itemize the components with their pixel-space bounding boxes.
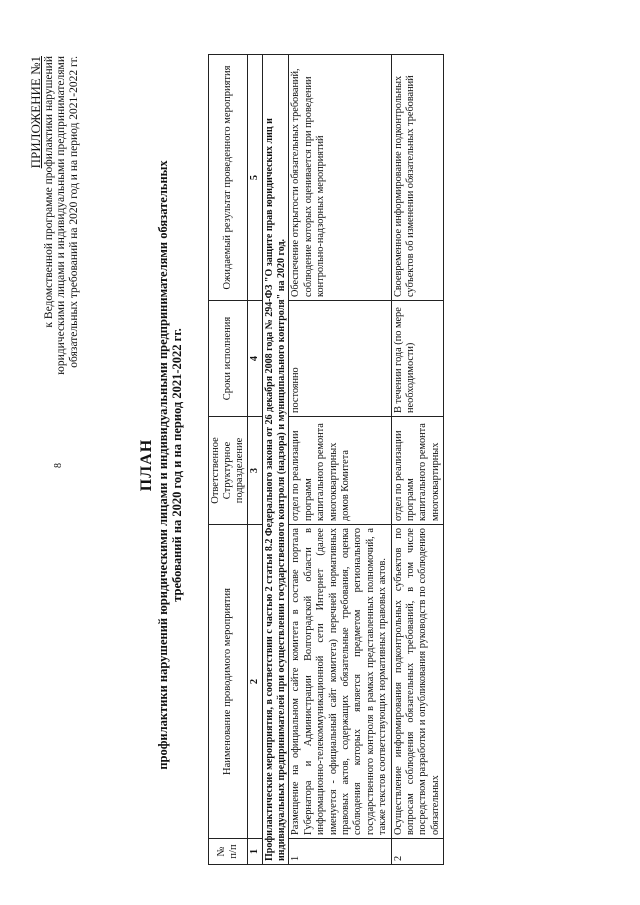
header-deadline: Сроки исполнения bbox=[209, 301, 248, 417]
table-row bbox=[391, 55, 444, 865]
header-name: Наименование проводимого мероприятия bbox=[209, 525, 248, 839]
row-number: 1 bbox=[289, 839, 391, 865]
section-row bbox=[263, 55, 289, 865]
row-deadline: постоянно bbox=[289, 301, 391, 417]
col-number: 5 bbox=[248, 55, 263, 301]
plan-title: ПЛАН bbox=[138, 438, 155, 492]
plan-subtitle-line: требований на 2020 год и на период 2021-2022 гг. bbox=[170, 328, 184, 602]
header-num: № п/п bbox=[209, 839, 248, 865]
section-title: Профилактические мероприятия, в соответствии с частью 2 статьи 8.2 Федерального закона от 26 декабря 2008 года № 294-ФЗ "О защите прав юридических лиц и индивидуальных предпринимателей при осуществлении государственного контроля (надзора) и муниципального контроля" на 2020 год. bbox=[263, 55, 289, 865]
row-result: Своевременное информирование подконтрольных субъектов об изменении обязательных требований bbox=[391, 55, 444, 301]
appendix-title: ПРИЛОЖЕНИЕ №1 bbox=[28, 56, 43, 169]
row-responsible: отдел по реализации программ капитального ремонта многоквартирных bbox=[391, 417, 444, 525]
appendix-line: обязательных требований на 2020 год и на период 2021-2022 гг. bbox=[67, 56, 80, 368]
table-header-row bbox=[209, 55, 248, 865]
col-number: 2 bbox=[248, 525, 263, 839]
header-responsible: Ответственное Структурное подразделение bbox=[209, 417, 248, 525]
row-result: Обеспечение открытости обязательных требований, соблюдение которых оценивается при проведении контрольно-надзорных мероприятий bbox=[289, 55, 391, 301]
plan-subtitle-line: профилактики нарушений юридическими лицами и индивидуальными предпринимателями обязательных bbox=[156, 160, 170, 770]
col-number: 3 bbox=[248, 417, 263, 525]
row-number: 2 bbox=[391, 839, 444, 865]
row-responsible: отдел по реализации программ капитального ремонта многоквартирных домов Комитета bbox=[289, 417, 391, 525]
plan-table bbox=[208, 54, 444, 865]
plan-title-block bbox=[138, 155, 184, 775]
row-activity-name: Размещение на официальном сайте комитета в составе портала Губернатора и Администрации Волгоградской области в информационно-телекоммуникационной сети Интернет (далее именуется - официальный сайт комитета) перечней нормативных правовых актов, содержащих обязательные требования, оценка соблюдения которых является предметом регионального государственного контроля в рамках представленных полномочий, а также текстов соответствующих нормативных правовых актов. bbox=[289, 525, 391, 839]
appendix-block bbox=[30, 56, 80, 496]
table-row bbox=[289, 55, 391, 865]
row-activity-name: Осуществление информирования подконтрольных субъектов по вопросам соблюдения обязательных требований, в том числе посредством разработки и опубликования руководств по соблюдению обязательных bbox=[391, 525, 444, 839]
appendix-line: к Ведомственной программе профилактики нарушений bbox=[42, 56, 55, 328]
row-deadline: В течении года (по мере необходимости) bbox=[391, 301, 444, 417]
appendix-line: юридическими лицами и индивидуальными предпринимателями bbox=[55, 56, 67, 375]
header-result: Ожидаемый результат проведенного мероприятия bbox=[209, 55, 248, 301]
col-number: 4 bbox=[248, 301, 263, 417]
page-number: 8 bbox=[53, 463, 64, 468]
col-number: 1 bbox=[248, 839, 263, 865]
column-number-row bbox=[248, 55, 263, 865]
